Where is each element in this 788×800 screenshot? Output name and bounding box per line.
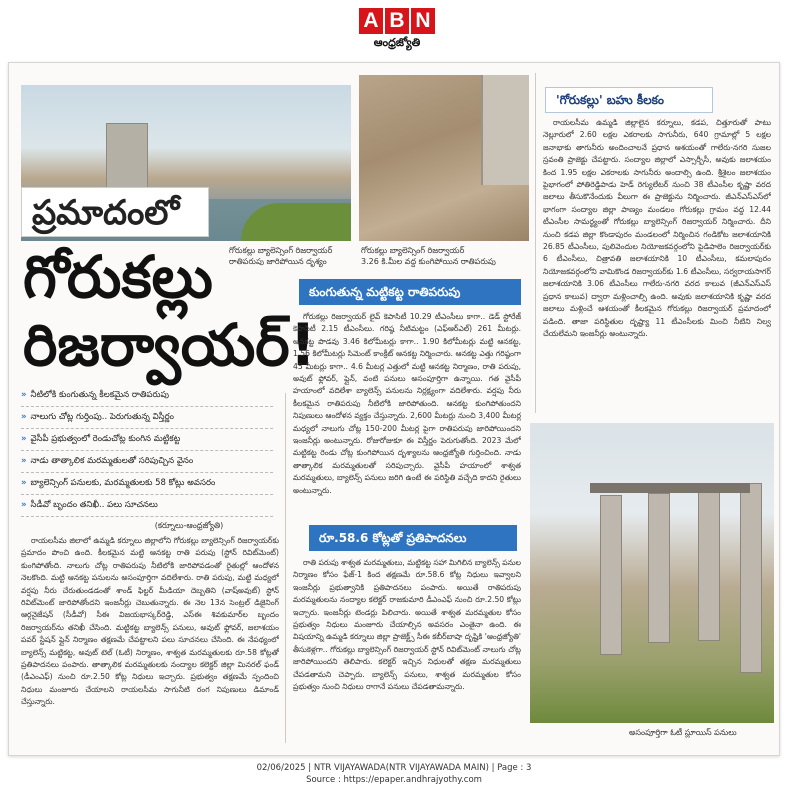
highlight-text: నాలుగు చోట్ల గుర్తింపు.. పెరుగుతున్న విస్తీర్ణం	[30, 412, 174, 422]
highlight-item	[21, 451, 273, 473]
rubble-photo	[359, 75, 529, 241]
body-text: రాయలసీమ ఉమ్మడి జిల్లాలైన కర్నూలు, కడప, చిత్తూరుతో పాటు నెల్లూరులో 2.60 లక్షల ఎకరాలకు సాగునీరు, 640 గ్రామాల్లో 5 లక్షల జనాభాకు తాగునీరు అందించాలనే ప్రధాన ఆశయంతో గాలేరు-నగరి సుజల స్రవంతి ప్రాజెక్టు చేపట్టారు. సంద్యాల జిల్లాలో ఎస్సార్బీసీ, అవుకు జలాశయం కింద 1.95 లక్షల ఎకరాలకు సాగునీరు అందాల్సి ఉంది. శ్రీశైలం జలాశయం పైభాగంలో పోతిరెడ్డిపాడు హెడ్ రెగ్యులేటర్ నుంచి 38 టీఎంసీల కృష్ణా వరద జలాలు తీసుకొనేందుకు వీలుగా ఈ ప్రాజెక్టును నిర్మించారు. జీఎన్ఎస్ఎస్‌లో భాగంగా సంద్యాల జిల్లా పాణ్యం మండలం గోరుకల్లు గ్రామం వద్ద 12.44 టీఎంసీల సామర్థ్యంతో గోరుకల్లు బ్యాలెన్సింగ్ రిజర్వాయర్ నిర్మించారు. దీని నుంచి కడప జిల్లా కొండాపురం మండలంలో నిర్మించిన గండికోట జలాశయానికి 26.85 టీఎంసీలు, పులివెందుల నియోజకవర్గంలోని పైడిపాలెం రిజర్వాయర్‌కు 6 టీఎంసీలు, చిత్రావతి జలాశయానికి 10 టీఎంసీలు, కమలాపురం నియోజకవర్గంలోని వామికొండ రిజర్వాయర్‌కు 1.6 టీఎంసీలు, సర్వరాయసాగర్ జలాశయానికి 3.06 టీఎంసీలు గాలేరు-నగరి వరద కాలువ (జీఎన్ఎస్ఎస్ ప్రధాన కాలువ) ద్వారా మళ్లించాల్సి ఉంది. అవుకు జలాశయానికి కృష్ణా వరద జలాలు మళ్లించే ఆశయంతో కీలకమైన గోరుకల్లు రిజర్వాయర్ ప్రమాదంలో పడింది. తాజా పరిస్థితుల దృష్ట్యా 11 టీఎంసీలకు మించి నీటిని నిల్వ చేయలేమని ఇంజనీర్లు అంటున్నారు.	[543, 118, 771, 338]
footer-edition-line: 02/06/2025 | NTR VIJAYAWADA(NTR VIJAYAWADA MAIN) | Page : 3	[256, 763, 532, 773]
logo-letter: B	[385, 8, 409, 34]
caption-line: గోరుకల్లు బ్యాలెన్సింగ్ రిజర్వాయర్	[361, 246, 465, 255]
mid-column-body	[293, 311, 521, 511]
gate-pillar	[740, 483, 762, 673]
main-headline: గోరుకల్లు రిజర్వాయర్!	[23, 243, 317, 379]
low-column-body	[293, 557, 521, 743]
grass-bank	[241, 203, 351, 241]
gate-bridge	[590, 483, 750, 493]
highlight-item	[21, 429, 273, 451]
logo-letter: A	[359, 8, 383, 34]
arrow-icon: »	[21, 390, 27, 400]
highlight-item	[21, 495, 273, 517]
gate-pillar	[648, 493, 670, 643]
caption-line: రాతిపరుపు జారిపోయిన దృశ్యం	[229, 257, 327, 266]
body-paragraph	[293, 557, 521, 693]
logo-letter: N	[411, 8, 435, 34]
arrow-icon: »	[21, 478, 27, 488]
highlight-item	[21, 385, 273, 407]
body-paragraph	[293, 311, 521, 497]
page-footer	[0, 762, 788, 786]
arrow-icon: »	[21, 412, 27, 422]
masthead-logo	[352, 8, 442, 54]
news-clipping	[8, 62, 780, 756]
highlight-text: నీటిలోకి కుంగుతున్న కీలకమైన రాతిపరుపు	[30, 390, 169, 400]
section-banner-mid: కుంగుతున్న మట్టికట్ట రాతిపరుపు	[299, 279, 521, 305]
gate-photo	[530, 423, 774, 723]
body-paragraph: రాయలసీమ జిలాలో ఉమ్మడి కర్నూలు జిల్లాలోని గోరుకల్లు బ్యాలెన్సింగ్ రిజర్వాయర్‌కు ప్రమాదం పొంచి ఉంది. కీలకమైన మట్టి ఆనకట్ట రాతి పరుపు (స్టోన్ రివిట్‌మెంట్) కుంగిపోతోంది. నాలుగు చోట్ల రాతిపరుపు నీటిలోకి జారిపోవడంతో రైతుల్లో ఆందోళన నెలకొంది. మట్టి ఆనకట్ట పనులను అసంపూర్తిగా వదిలేశారు. రాతి పరుపు, మట్టి మధ్యలో వర్షపు నీరు చేరుతుండడంతో శాండ్ ఫిల్టర్ మీడియా దెబ్బతిని (వాష్అవుట్) స్టోన్ రివిట్‌మెంట్ జారిపోతోందని ఇంజనీర్లు చెబుతున్నారు. ఈ నెల 13న సెంట్రల్ డిజైనింగ్ ఆర్గనైజేషన్ (సీడీవో) సీఈ విజయభాస్కర్‌రెడ్డి, ఎస్ఈ శివకుమార్‌ల బృందం రిజర్వాయర్‌ను తనిఖీ చేసింది. మట్టికట్ట బ్యాలెన్స్ పనులు, అవుట్ ఫ్లోవర్, జలాశయం పవర్ స్టేషన్ ప్లైన్ నిర్మాణం తక్షణమే చేపట్టాలని పలు సూచనలు చేసింది. ఈ నేపథ్యంలో బ్యాలెన్స్ మట్టికట్ట, అవుట్ టెల్ (ఓటీ) నిర్మాణం, శాశ్వత మరమ్మతులకు రూ.58 కోట్లతో ప్రతిపాదనలు పంపారు. తాత్కాలిక మరమ్మతులకు నంద్యాల కలెక్టర్ జిల్లా మినరల్ ఫండ్ (డీఎంఎఫ్) నుంచి రూ.2.50 కోట్ల నిధులు ఇచ్చారు. ప్రభుత్వం తక్షణమే స్పందించి నిధులు మంజూరు చేయాలని రాయలసీమ సాగునీటి రంగ నిపుణులు డిమాండ్ చేస్తున్నారు.	[21, 536, 279, 707]
section-banner-low: రూ.58.6 కోట్లతో ప్రతిపాదనలు	[309, 525, 517, 551]
intake-tower	[106, 123, 148, 189]
arrow-icon: »	[21, 500, 27, 510]
caption-line: గోరుకల్లు బ్యాలెన్సింగ్ రిజర్వాయర్	[229, 246, 333, 255]
highlight-item	[21, 407, 273, 429]
left-column-body	[21, 535, 279, 745]
arrow-icon: »	[21, 434, 27, 444]
column-divider	[285, 393, 286, 743]
logo-subtitle: ఆంధ్రజ్యోతి	[373, 36, 421, 49]
rubble-photo-caption	[361, 245, 531, 267]
body-text: గోరుకల్లు రిజర్వాయర్ లైవ్ కెపాసిటీ 10.29 టీఎంసీలు కాగా.. డెడ్ స్టోరేజ్ కెపాసిటీ 2.15 టీఎంసీలు. గరిష్ఠ నీటిమట్టం (ఎఫ్ఆర్ఎల్) 261 మీటర్లు. ఆనకట్ట పొడవు 3.46 కిలోమీటర్లు కాగా.. 1.90 కిలోమీటర్లు మట్టి ఆనకట్ట, 1.56 కిలోమీటర్లు సిమెంట్ కాంక్రీట్ ఆనకట్ట నిర్మించారు. ఆనకట్ట ఎత్తు గరిష్ఠంగా 45 మీటర్లు కాగా.. 4.6 మీటర్ల ఎత్తులో మట్టి ఆనకట్ట నిర్మాణం, రాతి పరుపు, అవుట్ ఫ్లోవర్, ప్లైన్, వంటి పనులు అసంపూర్తిగా ఉన్నాయి. గత వైసీపీ హయాంలో వదిలేశా బ్యాలెన్స్ పనులను నిర్లక్ష్యంగా వదిలేశారు. వర్షపు నీరు కీలకమైన రాతిపరుపు నీటిలోకి జారిపోతుంది. ఆనకట్ట కుంగిపోతుందని నిపుణులు ఆందోళన వ్యక్తం చేస్తున్నారు. 2,600 మీటర్లు నుంచి 3,400 మీటర్ల మధ్యలో నాలుగు చోట్ల 150-200 మీటర్ల పైగా రాతిపరుపు జారిపోయిందని ఇంజనీర్లు అంటున్నారు. రోజురోజుకూ ఈ విస్తీర్ణం పెరుగుతోంది. 2023 మేలో మట్టికట్ట రెండు చోట్ల కుంగిపోయిన దృశ్యాలను ఆంధ్రజ్యోతి గుర్తించింది. నాడు తాత్కాలిక మరమ్మతులతో సరిపుచ్చారు. వైసీపీ హయాంలో శాశ్వత మరమ్మతులు, బ్యాలెన్స్ పనులు జరిగి ఉంటే ఈ పరిస్థితి వచ్చేది కాదని రైతులు అంటున్నారు.	[293, 312, 521, 495]
column-divider	[535, 73, 536, 413]
gate-pillar	[698, 491, 720, 641]
box-column-body	[543, 117, 771, 417]
dateline: (కర్నూలు-ఆంధ్రజ్యోతి)	[154, 521, 224, 530]
gate-pillar	[600, 495, 622, 655]
section-banner-box: 'గోరుకల్లు' బహు కీలకం	[545, 87, 713, 113]
caption-line: 3.26 కి.మీల వద్ద కుంగిపోయిన రాతిపరుపు	[361, 257, 496, 266]
concrete-wall	[481, 75, 529, 185]
abn-logo	[352, 8, 442, 34]
body-text: రాతి పరుపు శాశ్వత మరమ్మతులు, మట్టికట్ట సహా మిగిలిన బ్యాలెన్స్ పనుల నిర్మాణం కోసం ఫేజ్-1 కింద తక్షణమే రూ.58.6 కోట్ల నిధులు ఇవ్వాలని ఇంజనీర్లు ప్రభుత్వానికి ప్రతిపాదనలు పంపారు. అయితే రాతిపరుపు మరమ్మతులను నంద్యాల కలెక్టర్ రాజకుమారి డీఎంఎఫ్ నుంచి రూ.2.50 కోట్లు ఇచ్చారు. ఇంజనీర్లు టెండర్లు పిలిచారు. అయితే శాశ్వత మరమ్మతుల కోసం ప్రభుత్వం నిధులు మంజూరు చేయాల్సిన అవసరం ఎంతైనా ఉంది. ఈ విషయాన్ని ఉమ్మడి కర్నూలు జిల్లా ప్రాజెక్ట్స్ సీఈ కబీర్‌బాషా దృష్టికి 'ఆంధ్రజ్యోతి' తీసుకెళ్లగా.. గోరుకల్లు బ్యాలెన్సింగ్ రిజర్వాయర్ స్టోన్ రివిట్‌మెంట్ నాలుగు చోట్ల జారిపోయిందని తెలిపారు. కలెక్టర్ ఇచ్చిన నిధులతో తక్షణ మరమ్మతులు చేపడతామని చెప్పారు. బ్యాలెన్స్ పనులు, శాశ్వత మరమ్మతుల కోసం ప్రభుత్వం నుంచి నిధులు రాగానే పనులు చేపడతామన్నారు.	[293, 558, 521, 692]
highlight-text: వైసీపీ ప్రభుత్వంలో రెండుచోట్ల కుంగిన మట్టికట్ట	[30, 434, 181, 444]
body-paragraph	[543, 117, 771, 340]
highlight-item	[21, 473, 273, 495]
gate-photo-caption: అసంపూర్తిగా ఓటీ స్లూయిస్ పనులు	[629, 728, 737, 737]
highlight-text: బ్యాలెన్సింగ్ పనులకు, మరమ్మతులకు 58 కోట్లు అవసరం	[30, 478, 216, 488]
highlight-list	[21, 385, 273, 517]
arrow-icon: »	[21, 456, 27, 466]
highlight-text: నాడు తాత్కాలిక మరమ్మతులతో సరిపుచ్చిన వైనం	[30, 456, 194, 466]
footer-source-line: Source : https://epaper.andhrajyothy.com	[306, 775, 482, 785]
headline-kicker: ప్రమాదంలో	[21, 187, 209, 237]
highlight-text: సీడీవో బృందం తనిఖీ.. పలు సూచనలు	[30, 500, 158, 510]
